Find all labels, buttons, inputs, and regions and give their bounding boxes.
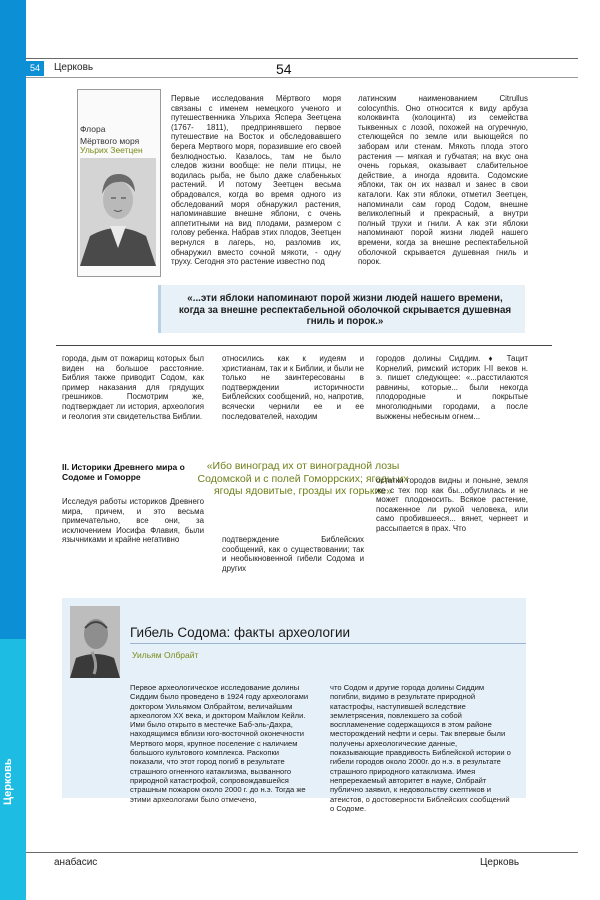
section-subheading: II. Историки Древнего мира о Содоме и Гоморре bbox=[62, 462, 185, 482]
article-title: Гибель Содома: факты археологии bbox=[130, 625, 351, 640]
body-column-1: города, дым от пожарищ которых был виден на большое расстояние. Библия также приводит Содом, как пример наказания для грядущих грешников. Посмотрим же, подтверждает ли история, археология и геология эти свидетельства Библии. bbox=[62, 354, 204, 421]
footer-rule bbox=[26, 852, 578, 853]
sidebar-stripe bbox=[0, 0, 26, 900]
article-column-2: что Содом и другие города долины Сиддим погибли, видимо в результате природной катастрофы, наступившей вследствие землетрясения, повлекшего за собой воспламенение содержащихся в этом районе месторождений нефти и серы. Так впервые были получены археологические данные, показывающие правдивость Библейской истории о гибели городов около 2000г. до н.э. в результате страшного природного катаклизма. Имея непререкаемый авторитет в науке, Олбрайт публично заявил, к недовольству скептиков и атеистов, о достоверности Библейских сообщений о Содоме. bbox=[330, 683, 511, 813]
body-column-3: городов долины Сиддим. ♦ Тацит Корнелий, римский историк I-II веков н. э. пишет следующее: «...расстилаются равнины, которые... были некогда плодородные и покрытые многолюдными городами, а после выжжены небесным огнем... bbox=[376, 354, 528, 421]
header-section-title: Церковь bbox=[54, 62, 94, 73]
section-divider bbox=[56, 345, 552, 346]
body-column-1-cont: Исследуя работы историков Древнего мира, причем, и это весьма примечательно, все они, за исключением Иосифа Флавия, были язычниками и крайне негативно bbox=[62, 497, 204, 545]
sidebar-section-label: Церковь bbox=[2, 758, 14, 806]
plate-title-line2: Мёртвого моря bbox=[80, 136, 140, 146]
footer-magazine-name: анабасис bbox=[54, 857, 98, 868]
header-page-number: 54 bbox=[276, 61, 292, 77]
intro-column-1: Первые исследования Мёртвого моря связаны с именем немецкого ученого и путешественника Ульриха Яспера Зеетцена (1767- 1811), предпринявшего первое путешествие на Восток и обследовавшего берега Мертвого моря, поразившие его своей безлюдностью. Казалось, там не было следов жизни вообще: не пели птицы, не водилась рыба, не было даже слабенькых растений. И потому Зеетцен весьма обрадовался, когда во время одного из обследований моря обнаружил растения, напоминавшие внешне яблони, с очень аппетитными на вид плодами, размером с голову ребенка. Набрав этих плодов, Зеетцен вернулся в лагерь, но, разломив их, обнаружил вместо сочной мякоти, - одну труху. Сегодня это растение известно под bbox=[171, 94, 341, 267]
pull-quote-box bbox=[158, 285, 525, 333]
article-title-rule bbox=[130, 643, 526, 644]
pull-quote-text: «...эти яблоки напоминают порой жизни людей нашего времени, когда за внешне респектабельной оболочкой скрывается душевная гниль и порок.» bbox=[178, 293, 512, 327]
plate-author: Ульрих Зеетцен bbox=[80, 145, 143, 155]
portrait-engraving bbox=[80, 158, 156, 266]
article-author: Уильям Олбрайт bbox=[132, 650, 199, 660]
body-column-2: относились как к иудеям и христианам, так и к Библии, и были не только не заинтересованы в подтверждении историчности Библейских сообщений, но, напротив, всячески чернили ее и ее последователей, находим bbox=[222, 354, 364, 421]
intro-column-2: латинским наименованием Citrullus colocynthis. Оно относится к виду арбуза колоквинта (колоцинта) из семейства тыквенных с лозой, похожей на огуречную, стелющейся по земле или выющейся по заборам или стенам. Мякоть плода этого растения — мягкая и губчатая; на вкус она очень горькая, оказывает слабительное действие, а иногда ядовита. Содомские яблоки, так он их назвал и занес в свои каталоги. Как эти яблоки, отметил Зеетцен, напоминали сам город Содом, внешне великолепный и прекрасный, а внутри полный трухи и гнили. А как эти яблоки напоминают порой жизни людей нашего времени, когда за внешне респектабельной оболочкой скрывается душевная гниль и порок. bbox=[358, 94, 528, 267]
plate-title bbox=[80, 123, 160, 147]
page-number-tab: 54 bbox=[26, 61, 44, 76]
article-column-1: Первое археологическое исследование долины Сиддим было проведено в 1924 году археологами доктором Уильямом Олбрайтом, величайшим археологом XX века, и доктором Майклом Кейли. Ими было открыто в местечке Баб-эль-Дахра, находящимся вблизи юго-восточной оконечности Мертвого моря, крупное поселение с наличием большого культового комплекса. Раскопки показали, что этот город погиб в результате страшного огненного катаклизма, вызванного природной катастрофой, сопровождавшейся страшным пожаром около 2000 г. до н.э. Тогда же этими археологами было отмечено, bbox=[130, 683, 309, 804]
header-rule-lower bbox=[26, 77, 578, 78]
header-rule bbox=[26, 58, 578, 59]
body-column-3-cont: остатки городов видны и поныне, земля же с тех пор как бы...обуглилась и не может плодоносить. Всякое растение, посаженное ли рукой человека, или само пробившееся... вянет, чернеет и рассыпается в прах. Что bbox=[376, 476, 528, 533]
footer-section-name: Церковь bbox=[480, 857, 520, 868]
plate-title-line1: Флора bbox=[80, 124, 106, 134]
scripture-quote: «Ибо виноград их от виноградной лозы Содомской и с полей Гоморрских; ягоды их ягоды ядовитые, грозды их горькие» bbox=[197, 460, 409, 497]
author-photo bbox=[70, 606, 120, 678]
body-column-2-cont: подтверждение Библейских сообщений, как о существовании; так и необыкновенной гибели Содома и других bbox=[222, 535, 364, 573]
